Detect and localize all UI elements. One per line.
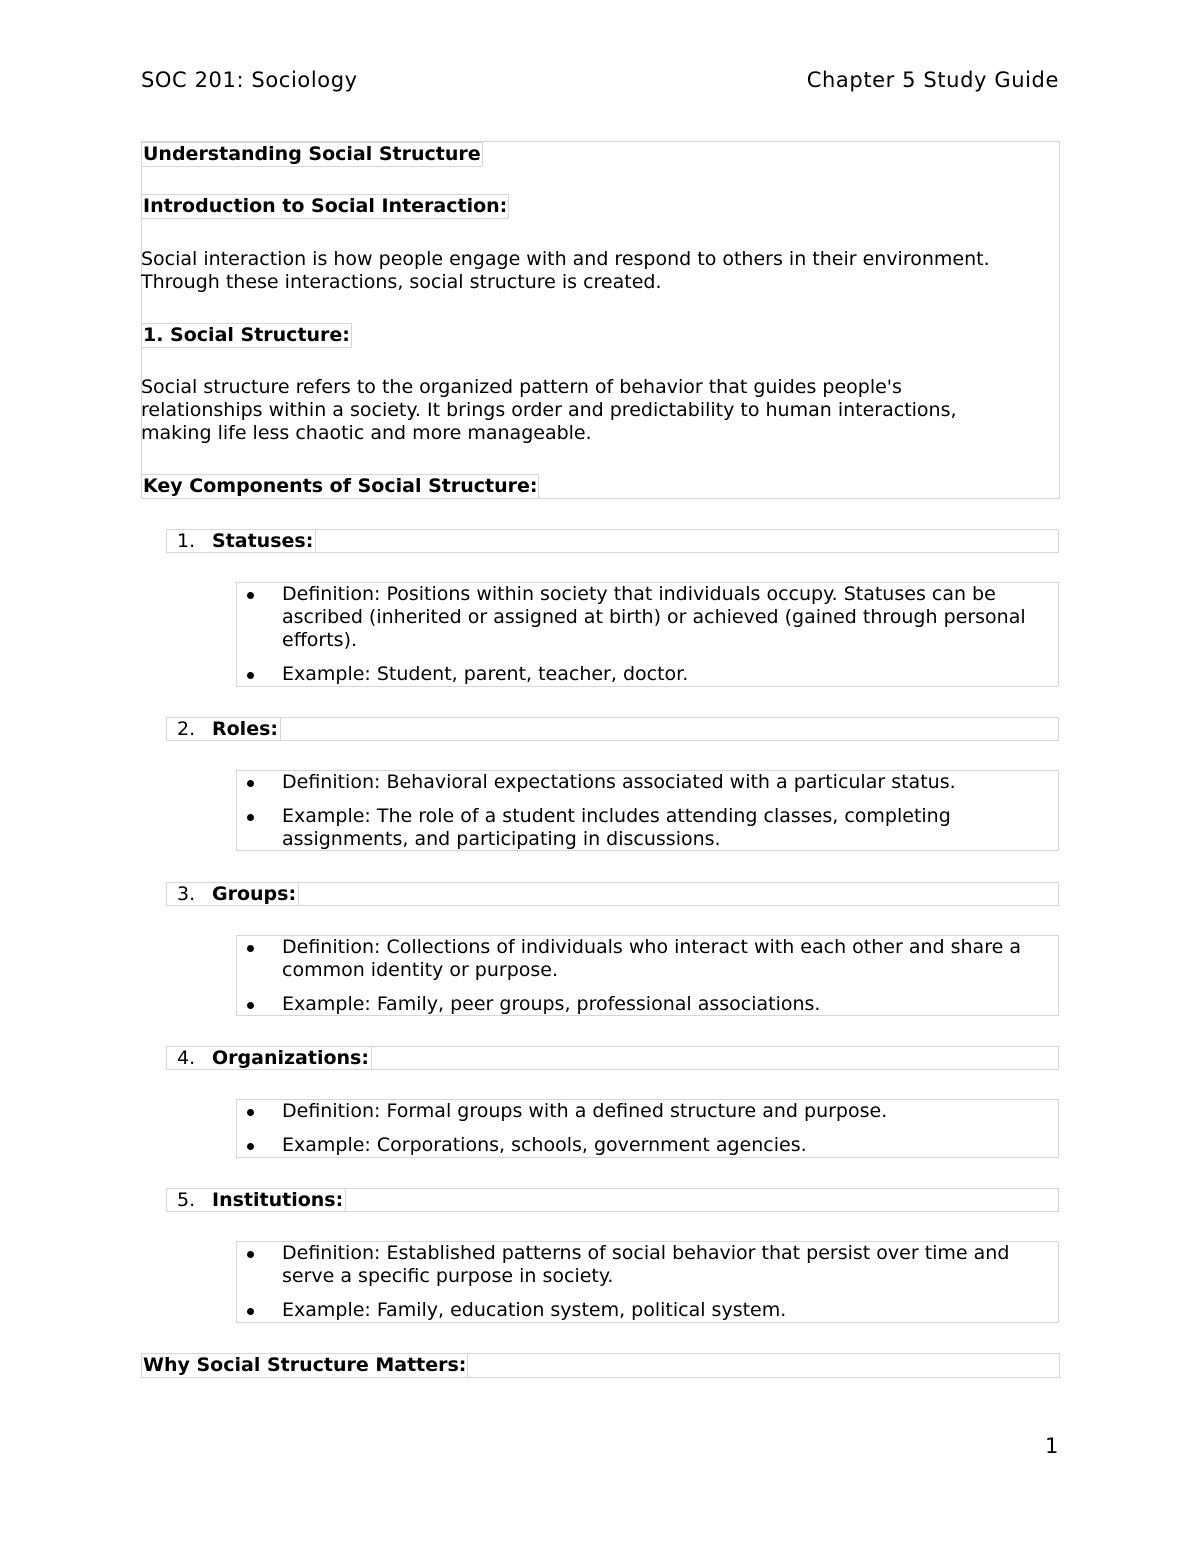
bullet-definition [282,936,1052,982]
bullet-line: Definition: Established patterns of social behavior that persist over time and [282,1242,1010,1264]
document-title: Understanding Social Structure [143,143,481,165]
component-bullets-organizations [236,1099,1059,1158]
component-bullets-statuses [236,582,1059,687]
bullet-icon [247,1002,254,1009]
component-title: Statuses: [212,530,316,552]
bullet-line: Example: The role of a student includes attending classes, completing [282,805,951,827]
component-number: 4. [177,1047,196,1069]
component-title: Organizations: [212,1047,372,1069]
component-number: 3. [177,883,196,905]
bullet-line: Definition: Positions within society that individuals occupy. Statuses can be [282,583,996,605]
bullet-icon [247,1143,254,1150]
component-title: Institutions: [212,1189,346,1211]
closing-row [141,1353,468,1378]
bullet-definition [282,771,1052,794]
bullet-line: Example: Student, parent, teacher, doctor. [282,663,689,685]
bullet-line: Definition: Behavioral expectations associated with a particular status. [282,771,956,793]
bullet-line: Example: Corporations, schools, government agencies. [282,1134,807,1156]
bullet-line: common identity or purpose. [282,959,559,981]
component-heading-statuses [166,529,1059,553]
section1-line: Social structure refers to the organized pattern of behavior that guides people's [141,376,902,398]
component-title: Roles: [212,718,281,740]
bullet-definition [282,583,1052,652]
section1-line: making life less chaotic and more manageable. [141,422,592,444]
bullet-line: Definition: Collections of individuals who interact with each other and share a [282,936,1021,958]
component-bullets-roles [236,770,1059,851]
bullet-icon [247,1251,254,1258]
chapter-title: Chapter 5 Study Guide [806,68,1059,92]
bullet-icon [247,945,254,952]
section1-line: relationships within a society. It brings order and predictability to human interactions, [141,399,957,421]
component-heading-groups [166,882,1059,906]
bullet-line: ascribed (inherited or assigned at birth) or achieved (gained through personal [282,606,1026,628]
bullet-icon [247,1308,254,1315]
page-number: 1 [1045,1434,1059,1458]
bullet-definition [282,1100,1052,1123]
page-header [141,68,1059,92]
components-heading: Key Components of Social Structure: [143,475,538,497]
bullet-example [282,805,1052,851]
bullet-line: Definition: Formal groups with a defined structure and purpose. [282,1100,888,1122]
closing-heading: Why Social Structure Matters: [143,1354,467,1376]
component-bullets-groups [236,935,1059,1016]
bullet-line: efforts). [282,629,358,651]
bullet-icon [247,592,254,599]
component-number: 1. [177,530,196,552]
bullet-icon [247,814,254,821]
bullet-example [282,993,1052,1016]
bullet-line: Example: Family, education system, political system. [282,1299,787,1321]
component-number: 5. [177,1189,196,1211]
intro-subheading: Introduction to Social Interaction: [143,195,508,217]
bullet-icon [247,1109,254,1116]
intro-paragraph [141,248,1041,294]
component-heading-institutions [166,1188,1059,1212]
component-number: 2. [177,718,196,740]
bullet-example [282,1299,1052,1322]
component-bullets-institutions [236,1241,1059,1323]
section1-paragraph [141,376,1041,445]
intro-line: Social interaction is how people engage with and respond to others in their environment. [141,248,990,270]
component-heading-organizations [166,1046,1059,1070]
section1-heading: 1. Social Structure: [143,324,350,346]
intro-line: Through these interactions, social structure is created. [141,271,662,293]
bullet-icon [247,672,254,679]
bullet-line: Example: Family, peer groups, professional associations. [282,993,821,1015]
course-title: SOC 201: Sociology [141,68,358,92]
bullet-definition [282,1242,1052,1288]
bullet-example [282,1134,1052,1157]
bullet-icon [247,780,254,787]
bullet-example [282,663,1052,686]
component-heading-roles [166,717,1059,741]
bullet-line: serve a specific purpose in society. [282,1265,614,1287]
bullet-line: assignments, and participating in discussions. [282,828,721,850]
component-title: Groups: [212,883,299,905]
